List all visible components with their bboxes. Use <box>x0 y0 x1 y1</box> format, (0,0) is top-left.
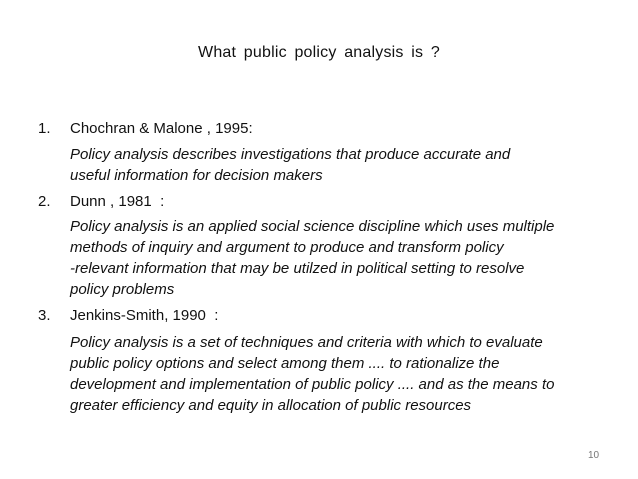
item-author: Jenkins-Smith, 1990 : <box>70 307 219 324</box>
item-number: 3. <box>38 307 51 324</box>
item-number: 1. <box>38 120 51 137</box>
item-quote: Policy analysis is a set of techniques and criteria with which to evaluate public policy options and select among them .... to rationalize the development and implementation of public policy .... and as the means to greater efficiency and equity in allocation of public resources <box>70 334 555 414</box>
slide-title: What public policy analysis is ? <box>198 44 440 61</box>
item-quote: Policy analysis describes investigations that produce accurate and useful information for decision makers <box>70 146 511 184</box>
item-number: 2. <box>38 193 51 210</box>
page-number: 10 <box>588 450 600 461</box>
item-author: Dunn , 1981 : <box>70 193 165 210</box>
item-quote: Policy analysis is an applied social science discipline which uses multiple methods of inquiry and argument to produce and transform policy -relevant information that may be utilzed in political setting to resolve policy problems <box>70 218 555 298</box>
item-author: Chochran & Malone , 1995: <box>70 120 253 137</box>
